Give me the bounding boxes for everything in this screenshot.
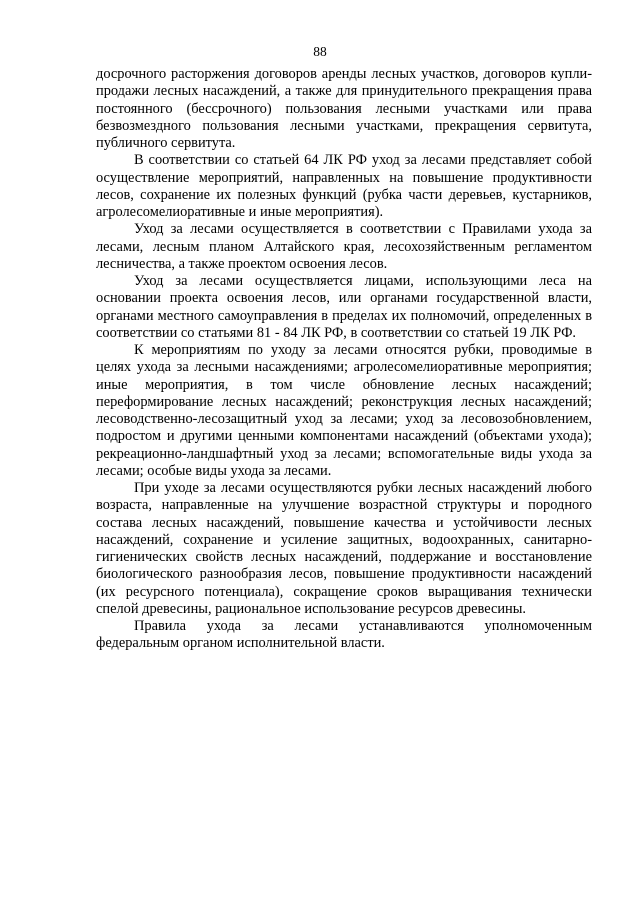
paragraph: В соответствии со статьей 64 ЛК РФ уход за лесами представляет собой осуществление мероприятий, направленных на повышение продуктивности лесов, сохранение их полезных функций (рубка части деревьев, кустарников, агролесомелиоративные и иные мероприятия).	[96, 152, 592, 220]
paragraph: Правила ухода за лесами устанавливаются уполномоченным федеральным органом исполнительной власти.	[96, 618, 592, 652]
paragraph: Уход за лесами осуществляется лицами, использующими леса на основании проекта освоения лесов, или органами государственной власти, органами местного самоуправления в пределах их полномочий, определенных в соответствии со статьями 81 - 84 ЛК РФ, в соответствии со статьей 19 ЛК РФ.	[96, 273, 592, 341]
paragraph: К мероприятиям по уходу за лесами относятся рубки, проводимые в целях ухода за лесными насаждениями; агролесомелиоративные мероприятия; иные мероприятия, в том числе обновление лесных насаждений; переформирование лесных насаждений; реконструкция лесных насаждений; лесоводственно-лесозащитный уход за лесами; уход за лесовозобновлением, подростом и другими ценными компонентами насаждений (объектами ухода); рекреационно-ландшафтный уход за лесами; вспомогательные виды ухода за лесами; особые виды ухода за лесами.	[96, 342, 592, 479]
page-number: 88	[313, 44, 327, 59]
document-body	[96, 66, 592, 653]
paragraph-continuation: досрочного расторжения договоров аренды лесных участков, договоров купли-продажи лесных насаждений, а также для принудительного прекращения права постоянного (бессрочного) пользования лесными участками или права безвозмездного пользования лесными участками, прекращения сервитута, публичного сервитута.	[96, 66, 592, 151]
paragraph: Уход за лесами осуществляется в соответствии с Правилами ухода за лесами, лесным планом Алтайского края, лесохозяйственным регламентом лесничества, а также проектом освоения лесов.	[96, 221, 592, 272]
paragraph: При уходе за лесами осуществляются рубки лесных насаждений любого возраста, направленные на улучшение возрастной структуры и породного состава лесных насаждений, повышение качества и устойчивости лесных насаждений, сохранение и усиление защитных, водоохранных, санитарно-гигиенических свойств лесных насаждений, поддержание и восстановление биологического разнообразия лесов, повышение продуктивности насаждений (их ресурсного потенциала), сокращение сроков выращивания технически спелой древесины, рациональное использование ресурсов древесины.	[96, 480, 592, 617]
